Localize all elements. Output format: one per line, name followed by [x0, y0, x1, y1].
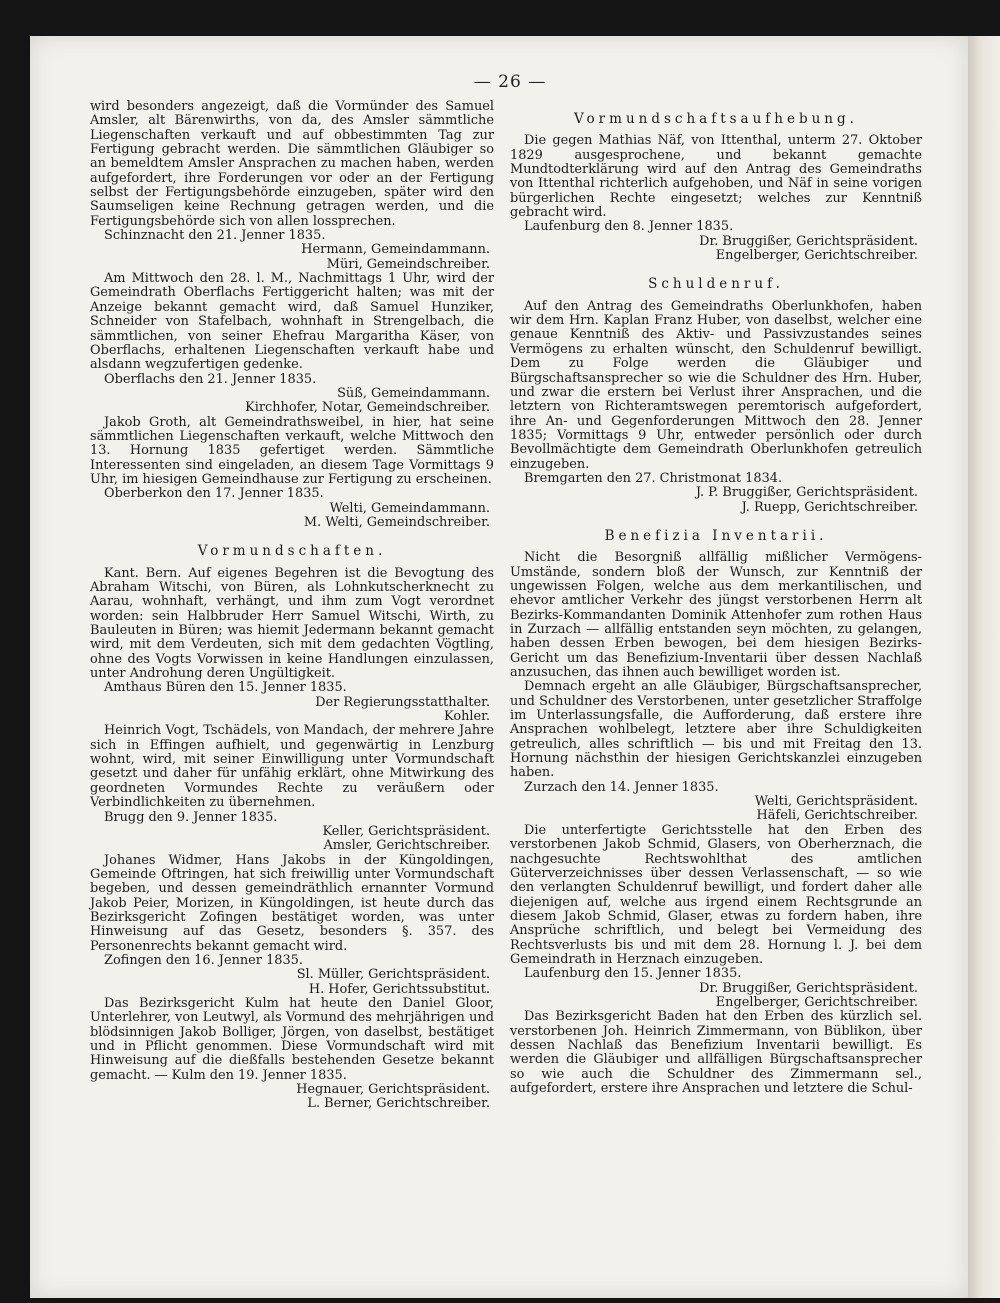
adjacent-page-edge	[968, 36, 1000, 1298]
notice-text: Das Bezirksgericht Baden hat den Erben des kürzlich sel. verstorbenen Joh. Heinrich Zimmermann, von Büblikon, über dessen Nachlaß das Benefizium Inventarii bewilligt. Es werden die Gläubiger und allfälligen Bürgschaftsansprecher so wie auch die Schuldner des Zimmermann sel., aufgefordert, erstere ihre Ansprachen und letztere die Schul-	[510, 1009, 922, 1096]
signature: H. Hofer, Gerichtssubstitut.	[308, 981, 490, 997]
notice-text: Das Bezirksgericht Kulm hat heute den Daniel Gloor, Unterlehrer, von Leutwyl, als Vormund des mehrjährigen und blödsinnigen Jakob Bolliger, Jörgen, von daselbst, bestätiget und in Pflicht genommen. Diese Vormundschaft wird mit Hinweisung auf die dießfalls bestehenden Gesetze bekannt gemacht. — Kulm den 19. Jenner 1835.	[90, 995, 494, 1083]
left-column	[90, 100, 494, 1112]
notice-text: Am Mittwoch den 28. l. M., Nachmittags 1 Uhr, wird der Gemeindrath Oberflachs Fertiggericht halten; was mit der Anzeige bekannt gemacht wird, daß Samuel Hunziker, Schneider von Stafelbach, wohnhaft in Strengelbach, die sämmtlichen, von seiner Ehefrau Margaritha Käser, von Oberflachs, erhaltenen Liegenschaften verkauft habe und alsdann wegzufertigen gedenke.	[90, 271, 494, 373]
scan-border-top	[0, 0, 1000, 36]
signature: J. P. Bruggißer, Gerichtspräsident.	[695, 485, 918, 501]
signature: Der Regierungsstatthalter.	[315, 694, 490, 710]
signature: Welti, Gerichtspräsident.	[754, 794, 918, 810]
notice-text: Die unterfertigte Gerichtsstelle hat den Erben des verstorbenen Jakob Schmid, Glasers, von Oberherznach, die nachgesuchte Rechtswohlthat des amtlichen Güterverzeichnisses über dessen Verlassenschaft, — so wie den verlangten Schuldenruf bewilligt, und fordert daher alle diejenigen auf, welche aus irgend einem Rechtsgrunde an diesem Jakob Schmid, Glaser, etwas zu fordern haben, ihre Ansprüche schriftlich, und belegt bei Vermeidung des Rechtsverlusts bis und mit dem 28. Hornung l. J. bei dem Gemeindrath in Herznach einzugeben.	[510, 822, 922, 967]
notice-text: Jakob Groth, alt Gemeindrathsweibel, in hier, hat seine sämmtlichen Liegenschaften verkauft, welche Mittwoch den 13. Hornung 1835 gefertiget werden. Sämmtliche Interessenten sind eingeladen, an diesem Tage Vormittags 9 Uhr, im hiesigen Gemeindhause zur Fertigung zu erscheinen.	[90, 414, 494, 487]
section-heading: Benefizia Inventarii.	[604, 527, 828, 544]
notice-text: Nicht die Besorgniß allfällig mißlicher Vermögens-Umstände, sondern bloß der Wunsch, zur Kenntniß der ungewissen Folgen, welche aus dem merkantilischen, und ehevor amtlicher Verkehr des jüngst verstorbenen Herrn alt Bezirks-Kommandanten Dominik Attenhofer zum rothen Haus in Zurzach — allfällig entstanden seyn möchten, zu gelangen, haben dessen Erben bewogen, bei dem hiesigen Bezirks-Gericht um das Benefizium-Inventarii über dessen Nachlaß anzusuchen, das ihnen auch bewilliget worden ist.	[510, 550, 922, 681]
signature: J. Ruepp, Gerichtschreiber.	[741, 499, 918, 515]
notice-text: wird besonders angezeigt, daß die Vormünder des Samuel Amsler, alt Bärenwirths, von da, des Amsler sämmtliche Liegenschaften verkauft und auf obbestimmten Tag zur Fertigung gebracht werden. Die sämmtlichen Gläubiger so an bemeldtem Amsler Ansprachen zu machen haben, werden aufgefordert, ihre Forderungen vor oder an der Fertigung selbst der Fertigungsbehörde einzugeben, später wird den Saumseligen keine Rechnung getragen werden, und die Fertigungsbehörde sich von allen lossprechen.	[90, 99, 494, 229]
signature: L. Berner, Gerichtschreiber.	[307, 1096, 490, 1112]
signature: M. Welti, Gemeindschreiber.	[303, 514, 490, 530]
notice-text: Demnach ergeht an alle Gläubiger, Bürgschaftsansprecher, und Schuldner des Verstorbenen, unter gesetzlicher Straffolge im Unterlassungsfalle, die Aufforderung, daß erstere ihre Ansprachen wohlbelegt, letztere aber ihre Schuldigkeiten getreulich, alles schriftlich — bis und mit Freitag den 13. Hornung nächsthin der hiesigen Gerichtskanzlei einzugeben haben.	[510, 679, 922, 781]
signature: Häfeli, Gerichtschreiber.	[756, 808, 918, 824]
notice-text: Johanes Widmer, Hans Jakobs in der Küngoldingen, Gemeinde Oftringen, hat sich freiwillig unter Vormundschaft begeben, und dessen gemeindräthlich ernannter Vormund Jakob Peier, Morizen, in Küngoldingen, ist heute durch das Bezirksgericht Zofingen bestätiget worden, was unter Hinweisung auf das Gesetz, besonders §. 357. des Personenrechts bekannt gemacht wird.	[90, 852, 494, 954]
notice-date: Brugg den 9. Jenner 1835.	[104, 809, 278, 825]
signature: Hegnauer, Gerichtspräsident.	[296, 1082, 490, 1098]
notice-date: Schinznacht den 21. Jenner 1835.	[104, 228, 326, 244]
section-heading: Schuldenruf.	[648, 276, 784, 293]
signature: Hermann, Gemeindammann.	[301, 242, 490, 258]
signature: Engelberger, Gerichtschreiber.	[715, 248, 918, 264]
signature: Dr. Bruggißer, Gerichtspräsident.	[699, 980, 918, 996]
section-heading: Vormundschaftsaufhebung.	[574, 111, 858, 127]
notice-date: Amthaus Büren den 15. Jenner 1835.	[104, 680, 347, 696]
notice-text: Die gegen Mathias Näf, von Ittenthal, unterm 27. Oktober 1829 ausgesprochene, und bekannt gemachte Mundtodterklärung wird auf den Antrag des Gemeindraths von Ittenthal richterlich aufgehoben, und Näf in seine vorigen bürgerlichen Rechte eingesetzt; welches zur Kenntniß gebracht wird.	[510, 133, 922, 221]
signature: Müri, Gemeindschreiber.	[326, 256, 490, 272]
notice-date: Zurzach den 14. Jenner 1835.	[524, 779, 719, 795]
signature: Keller, Gerichtspräsident.	[322, 823, 490, 839]
notice-text: Heinrich Vogt, Tschädels, von Mandach, der mehrere Jahre sich in Effingen aufhielt, und gegenwärtig in Lenzburg wohnt, wird, mit seiner Einwilligung unter Vormundschaft gesetzt und daher für unfähig erklärt, ohne Mitwirkung des geordneten Vormundes Rechte zu veräußern oder Verbindlichkeiten zu übernehmen.	[90, 723, 494, 811]
right-column	[510, 100, 922, 1096]
section-heading: Vormundschaften.	[197, 543, 387, 560]
signature: Engelberger, Gerichtschreiber.	[715, 994, 918, 1010]
notice-date: Zofingen den 16. Jenner 1835.	[104, 952, 303, 968]
signature: Amsler, Gerichtschreiber.	[323, 838, 490, 854]
signature: Welti, Gemeindammann.	[329, 500, 490, 516]
signature: Süß, Gemeindammann.	[337, 385, 490, 401]
notice-date: Bremgarten den 27. Christmonat 1834.	[524, 470, 783, 486]
notice-date: Oberflachs den 21. Jenner 1835.	[104, 371, 317, 387]
notice-date: Laufenburg den 8. Jenner 1835.	[524, 219, 734, 235]
signature: Sl. Müller, Gerichtspräsident.	[296, 967, 490, 983]
notice-text: Kant. Bern. Auf eigenes Begehren ist die Bevogtung des Abraham Witschi, von Büren, als Lohnkutscherknecht zu Aarau, wohnhaft, verhängt, und ihm zum Vogt verordnet worden: sein Halbbruder Herr Samuel Witschi, Wirth, zu Bauleuten in Büren; was hiemit Jedermann bekannt gemacht wird, mit dem Verdeuten, sich mit dem gedachten Vögtling, ohne des Vogts Vorwissen in keine Handlungen einzulassen, unter Androhung deren Ungültigkeit.	[90, 565, 494, 682]
notice-date: Oberberkon den 17. Jenner 1835.	[104, 486, 324, 502]
signature: Kohler.	[444, 709, 490, 725]
signature: Kirchhofer, Notar, Gemeindschreiber.	[245, 400, 490, 416]
notice-text: Auf den Antrag des Gemeindraths Oberlunkhofen, haben wir dem Hrn. Kaplan Franz Huber, von daselbst, welcher eine genaue Kenntniß des Aktiv- und Passivzustandes seines Vermögens zu erhalten wünscht, den Schuldenruf bewilligt. Dem zu Folge werden die Gläubiger und Bürgschaftsansprecher so wie die Schuldner des Hrn. Huber, und zwar die erstern bei Verlust ihrer Ansprachen, und die letztern von Richteramtswegen peremtorisch aufgefordert, ihre An- und Gegenforderungen Mittwoch den 28. Jenner 1835; Vormittags 9 Uhr, entweder persönlich oder durch Bevollmächtigte dem Gemeindrath Oberlunkhofen getreulich einzugeben.	[510, 298, 922, 472]
page-number: — 26 —	[473, 72, 547, 92]
signature: Dr. Bruggißer, Gerichtspräsident.	[699, 233, 918, 249]
notice-date: Laufenburg den 15. Jenner 1835.	[524, 966, 742, 982]
